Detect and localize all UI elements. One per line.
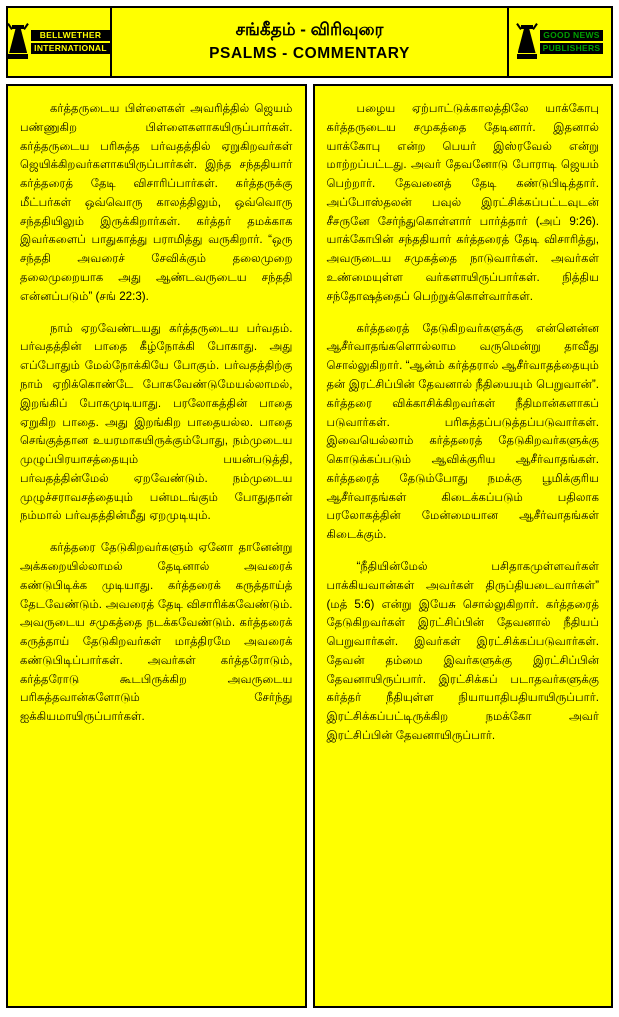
bellwether-logo-line2: INTERNATIONAL [31,43,110,54]
page-header [6,6,613,78]
bellwether-international-logo [8,8,112,76]
paragraph: பழைய ஏற்பாட்டுக்காலத்திலே யாக்கோபு கர்த்தருடைய சமுகத்தை தேடினார். இதனால் யாக்கோபு என்ற பெயர் இஸ்ரவேல் என்று மாற்றப்பட்டது. அவர் தேவனோடு போராடி ஜெயம் பெற்றார். தேவனைத் தேடி கண்டுபிடித்தார். அப்போஸ்தலன் பவுல் இரட்சிக்கப்பட்டவுடன் சீசருனே சேர்ந்துகொள்ளார் பார்த்தார் (அப் 9:26). யாக்கோபின் சந்ததியார் கர்த்தரைத் தேடி விசாரித்து, அவருடைய சமுகத்தை நாடுவார்கள். அவர்கள் உண்மையுள்ள வர்களாயிருப்பார்கள். நித்திய சந்தோஷத்தைப் பெற்றுக்கொள்வார்கள். [326,102,599,303]
page-title-english: PSALMS - COMMENTARY [209,44,410,62]
good-news-logo-line2: PUBLISHERS [540,43,604,54]
header-title-group [112,8,507,76]
body-area [6,84,613,1008]
bell-icon [8,23,28,61]
good-news-publishers-logo [507,8,611,76]
paragraph: கர்த்தரை தேடுகிறவர்களும் ஏனோ தானேன்று அக்கறையில்லாமல் தேடினால் அவரைக் கண்டுபிடிக்க முடியாது. கர்த்தரைக் கருத்தாய்த் தேடவேண்டும். அவரைத் தேடி விசாரிக்கவேண்டும். அவருடைய சமுகத்தை நடக்கவேண்டும். கர்த்தரைக் கருத்தாய் தேடுகிறவர்கள் மாத்திரமே அவரைக் கண்டுபிடிப்பார்கள். அவர்கள் கர்த்தரோடும், கர்த்தரோடு கூடபிருக்கிற அவருடைய பரிசுத்தவான்களோடும் சேர்ந்து ஐக்கியமாயிருப்பார்கள். [20,541,293,724]
page-title-tamil: சங்கீதம் - விரிவுரை [235,20,384,40]
bellwether-logo-line1: BELLWETHER [31,30,110,41]
left-column [6,84,307,1008]
good-news-logo-line1: GOOD NEWS [540,30,604,41]
right-column [313,84,614,1008]
paragraph: நாம் ஏறவேண்டயது கர்த்தருடைய பர்வதம். பர்வதத்தின் பாதை கீழ்நோக்கி போகாது. அது எப்போதும் மேல்நோக்கியே போகும். பர்வதத்திற்கு நாம் ஏறிக்கொண்டே போகவேண்டுமேயல்லாமல், இறங்கிப் போகமுடியாது. பரலோகத்தின் பாதை ஏறுகிற பாதை. அது இறங்கிற பாதையல்ல. பாதை செங்குத்தான உயரமாகயிருக்கும்போது, நம்முடைய முழுப்பிரயாசத்தையும் பயன்படுத்தி, பர்வதத்தின்மேல் ஏறவேண்டும். நம்முடைய முழுச்சராவசத்தையும் பன்மடங்கும் போதுதான் நம்மால் பர்வதத்தின்மீது ஏறமுடியும். [20,321,293,523]
bell-icon [517,23,537,61]
paragraph: “நீதியின்மேல் பசிதாகமுள்ளவர்கள் பாக்கியவான்கள் அவர்கள் திருப்தியடைவார்கள்” (மத் 5:6) என்று இயேசு சொல்லுகிறார். கர்த்தரைத் தேடுகிறவர்கள் இரட்சிப்பின் தேவனால் நீதியப் பெறுவார்கள். இவர்கள் இரட்சிக்கப்படுவார்கள். தேவன் தம்மை இவர்களுக்கு இரட்சிப்பின் தேவனாயிருப்பார். இரட்சிக்கப் படாதவர்களுக்கு கர்த்தர் நீதியுள்ள நியாயாதிபதியாயிருப்பார். இரட்சிக்கப்பட்டிருக்கிற நமக்கோ அவர் இரட்சிப்பின் தேவனாயிருப்பார். [326,559,599,742]
paragraph: கர்த்தரைத் தேடுகிறவர்களுக்கு என்னென்ன ஆசீர்வாதங்களொல்லாம வருமென்று தாவீது சொல்லுகிறார். “ஆன்ம் கர்த்தரால் ஆசீர்வாதத்தையும் தன் இரட்சிப்பின் தேவனால் நீதியையும் பெறுவான்”. கர்த்தரை விக்காசிக்கிறவர்கள் நீதிமான்களாகப் படுவார்கள். பரிசுத்தப்படுத்தப்படுவார்கள். இவையெல்லாம் கர்த்தரைத் தேடுகிறவர்களுக்கு கொடுக்கப்படும் ஆவிக்குரிய ஆசீர்வாதங்கள். கர்த்தரைத் தேடும்போது நமக்கு பூமிக்குரிய ஆசீர்வாதங்கள் கிடைக்கப்படும் பதிலாக பரலோகத்தின் மேன்மையான ஆசீர்வாதங்கள் கிடைக்கும். [326,321,599,542]
paragraph: கர்த்தருடைய பிள்ளைகள் அவரித்தில் ஜெயம் பண்ணுகிற பிள்ளைகளாகயிருப்பார்கள். கர்த்தருடைய பரிசுத்த பர்வதத்தில் ஏறுகிறவர்கள் ஜெயிக்கிறவர்களாகயிருப்பார்கள். இந்த சந்ததியார் கர்த்தரைத் தேடி விசாரிப்பார்கள். கர்த்தருக்கு மீட்பர்கள் ஒவ்வொரு காலத்திலும், ஒவ்வொரு சந்ததியிலும் இருக்கிறார்கள். கர்த்தர் தமக்காக இவர்களைப் பாதுகாத்து பராமித்து வருகிறார். “ஒரு சந்ததி அவரைச் சேவிக்கும் தலைமுறை தலைமுறையாக அது ஆண்டவருடைய சந்ததி என்னப்படும்” (சங் 22:3). [20,102,293,303]
